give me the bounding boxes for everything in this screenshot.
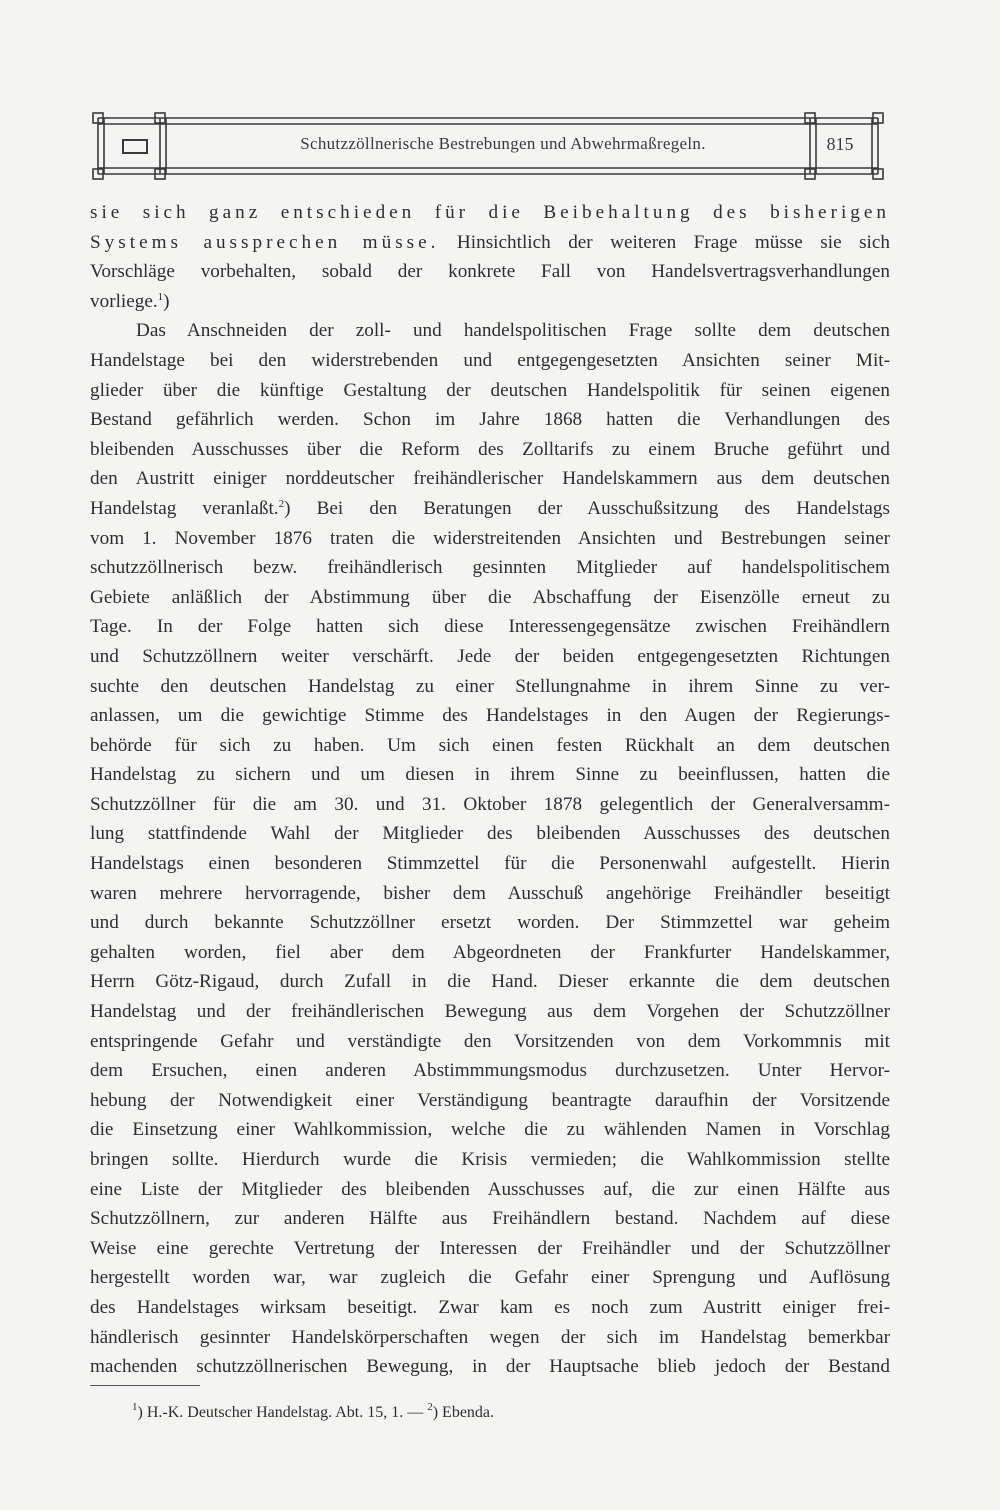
footnotes (132, 1401, 832, 1422)
footnote-2-text: ) Ebenda. (432, 1404, 495, 1421)
text-line: suchte den deutschen Handelstag zu einer Stellungnahme in ihrem Sinne zu ver- (90, 675, 890, 697)
text-line: dem Ersuchen, einen anderen Abstimmmungsmodus durchzusetzen. Unter Hervor- (90, 1060, 890, 1082)
text-line: Handelstage bei den widerstrebenden und entgegengesetzten Ansichten seiner Mit- (90, 349, 890, 371)
text-line: bringen sollte. Hierdurch wurde die Krisis vermieden; die Wahlkommission stellte (90, 1149, 890, 1170)
text-line: Systems aussprechen müsse. Hinsichtlich der weiteren Frage müsse sie sich (90, 231, 890, 253)
text-line: lung stattfindende Wahl der Mitglieder des bleibenden Ausschusses des deutschen (90, 823, 890, 845)
text-line: hergestellt worden war, war zugleich die Gefahr einer Sprengung und Auflösung (90, 1267, 890, 1289)
text-line: machenden schutzzöllnerischen Bewegung, in der Hauptsache blieb jedoch der Bestand (90, 1356, 890, 1378)
text-line: händlerisch gesinnter Handelskörperschaften wegen der sich im Handelstag bemerkbar (90, 1326, 890, 1348)
text-line: eine Liste der Mitglieder des bleibenden Ausschusses auf, die zur einen Hälfte aus (90, 1178, 890, 1200)
text-line: Handelstag und der freihändlerischen Bewegung aus dem Vorgehen der Schutzzöllner (90, 1001, 890, 1023)
text-line: glieder über die künftige Gestaltung der deutschen Handelspolitik für seinen eigenen (90, 379, 890, 401)
text-line: Tage. In der Folge hatten sich diese Interessengegensätze zwischen Freihändlern (90, 616, 890, 638)
footnote-divider (90, 1385, 200, 1386)
footnote-2-mark: 2 (427, 1401, 433, 1413)
text-line: bleibenden Ausschusses über die Reform des Zolltarifs zu einem Bruche geführt und (90, 438, 890, 460)
text-line: hebung der Notwendigkeit einer Verständigung beantragte daraufhin der Vorsitzende (90, 1089, 890, 1111)
text-line: Gebiete anläßlich der Abstimmung über die Abschaffung der Eisenzölle erneut zu (90, 586, 890, 608)
main-text (90, 198, 890, 1382)
text-line: waren mehrere hervorragende, bisher dem Ausschuß angehörige Freihändler beseitigt (90, 882, 890, 904)
text-line: schutzzöllnerisch bezw. freihändlerisch gesinnten Mitglieder auf handelspolitischem (90, 557, 890, 579)
rectangle-ornament-icon (123, 140, 147, 153)
text-line: und Schutzzöllnern weiter verschärft. Jede der beiden entgegengesetzten Richtungen (90, 645, 890, 667)
text-line: vorliege.$^1$) (90, 290, 170, 312)
text-line: den Austritt einiger norddeutscher freihändlerischer Handelskammern aus dem deutschen (90, 468, 890, 490)
text-line: Das Anschneiden der zoll- und handelspolitischen Frage sollte dem deutschen (136, 320, 890, 342)
running-header (90, 112, 886, 180)
text-line: die Einsetzung einer Wahlkommission, welche die zu wählenden Namen in Vorschlag (90, 1119, 890, 1141)
text-line: Herrn Götz-Rigaud, durch Zufall in die Hand. Dieser erkannte die dem deutschen (90, 971, 890, 993)
text-line: Schutzzöllnern, zur anderen Hälfte aus Freihändlern bestand. Nachdem auf diese (90, 1208, 890, 1230)
text-line: behörde für sich zu haben. Um sich einen festen Rückhalt an dem deutschen (90, 734, 890, 756)
footnote-1-mark: 1 (132, 1401, 138, 1413)
text-line: Schutzzöllner für die am 30. und 31. Oktober 1878 gelegentlich der Generalversamm- (90, 793, 890, 815)
text-line: Vorschläge vorbehalten, sobald der konkrete Fall von Handelsvertragsverhandlungen (90, 261, 890, 283)
text-line: Bestand gefährlich werden. Schon im Jahre 1868 hatten die Verhandlungen des (90, 409, 890, 431)
page-number: 815 (826, 134, 854, 154)
text-line: Handelstags einen besonderen Stimmzettel für die Personenwahl aufgestellt. Hierin (90, 853, 890, 875)
text-line: Handelstag veranlaßt.$^2$) Bei den Beratungen der Ausschußsitzung des Handelstags (90, 497, 890, 519)
footnote-reference: 2 (278, 497, 285, 510)
footnote-1-text: ) H.-K. Deutscher Handelstag. Abt. 15, 1. — (137, 1404, 428, 1421)
text-line: des Handelstages wirksam beseitigt. Zwar kam es noch zum Austritt einiger frei- (90, 1296, 890, 1318)
text-line: sie sich ganz entschieden für die Beibehaltung des bisherigen (90, 202, 890, 223)
footnote-reference: 1 (157, 290, 164, 303)
header-title: Schutzzöllnerische Bestrebungen und Abwehrmaßregeln. (300, 134, 706, 153)
text-line: gehalten worden, fiel aber dem Abgeordneten der Frankfurter Handelskammer, (90, 941, 890, 963)
text-line: Handelstag zu sichern und um diesen in ihrem Sinne zu beeinflussen, hatten die (90, 764, 890, 786)
text-line: anlassen, um die gewichtige Stimme des Handelstages in den Augen der Regierungs- (90, 705, 890, 727)
text-line: Weise eine gerechte Vertretung der Interessen der Freihändler und der Schutzzöllner (90, 1237, 890, 1259)
text-line: vom 1. November 1876 traten die widerstreitenden Ansichten und Bestrebungen seiner (90, 527, 890, 549)
text-line: und durch bekannte Schutzzöllner ersetzt worden. Der Stimmzettel war geheim (90, 912, 890, 934)
text-line: entspringende Gefahr und verständigte den Vorsitzenden von dem Vorkommnis mit (90, 1030, 890, 1052)
